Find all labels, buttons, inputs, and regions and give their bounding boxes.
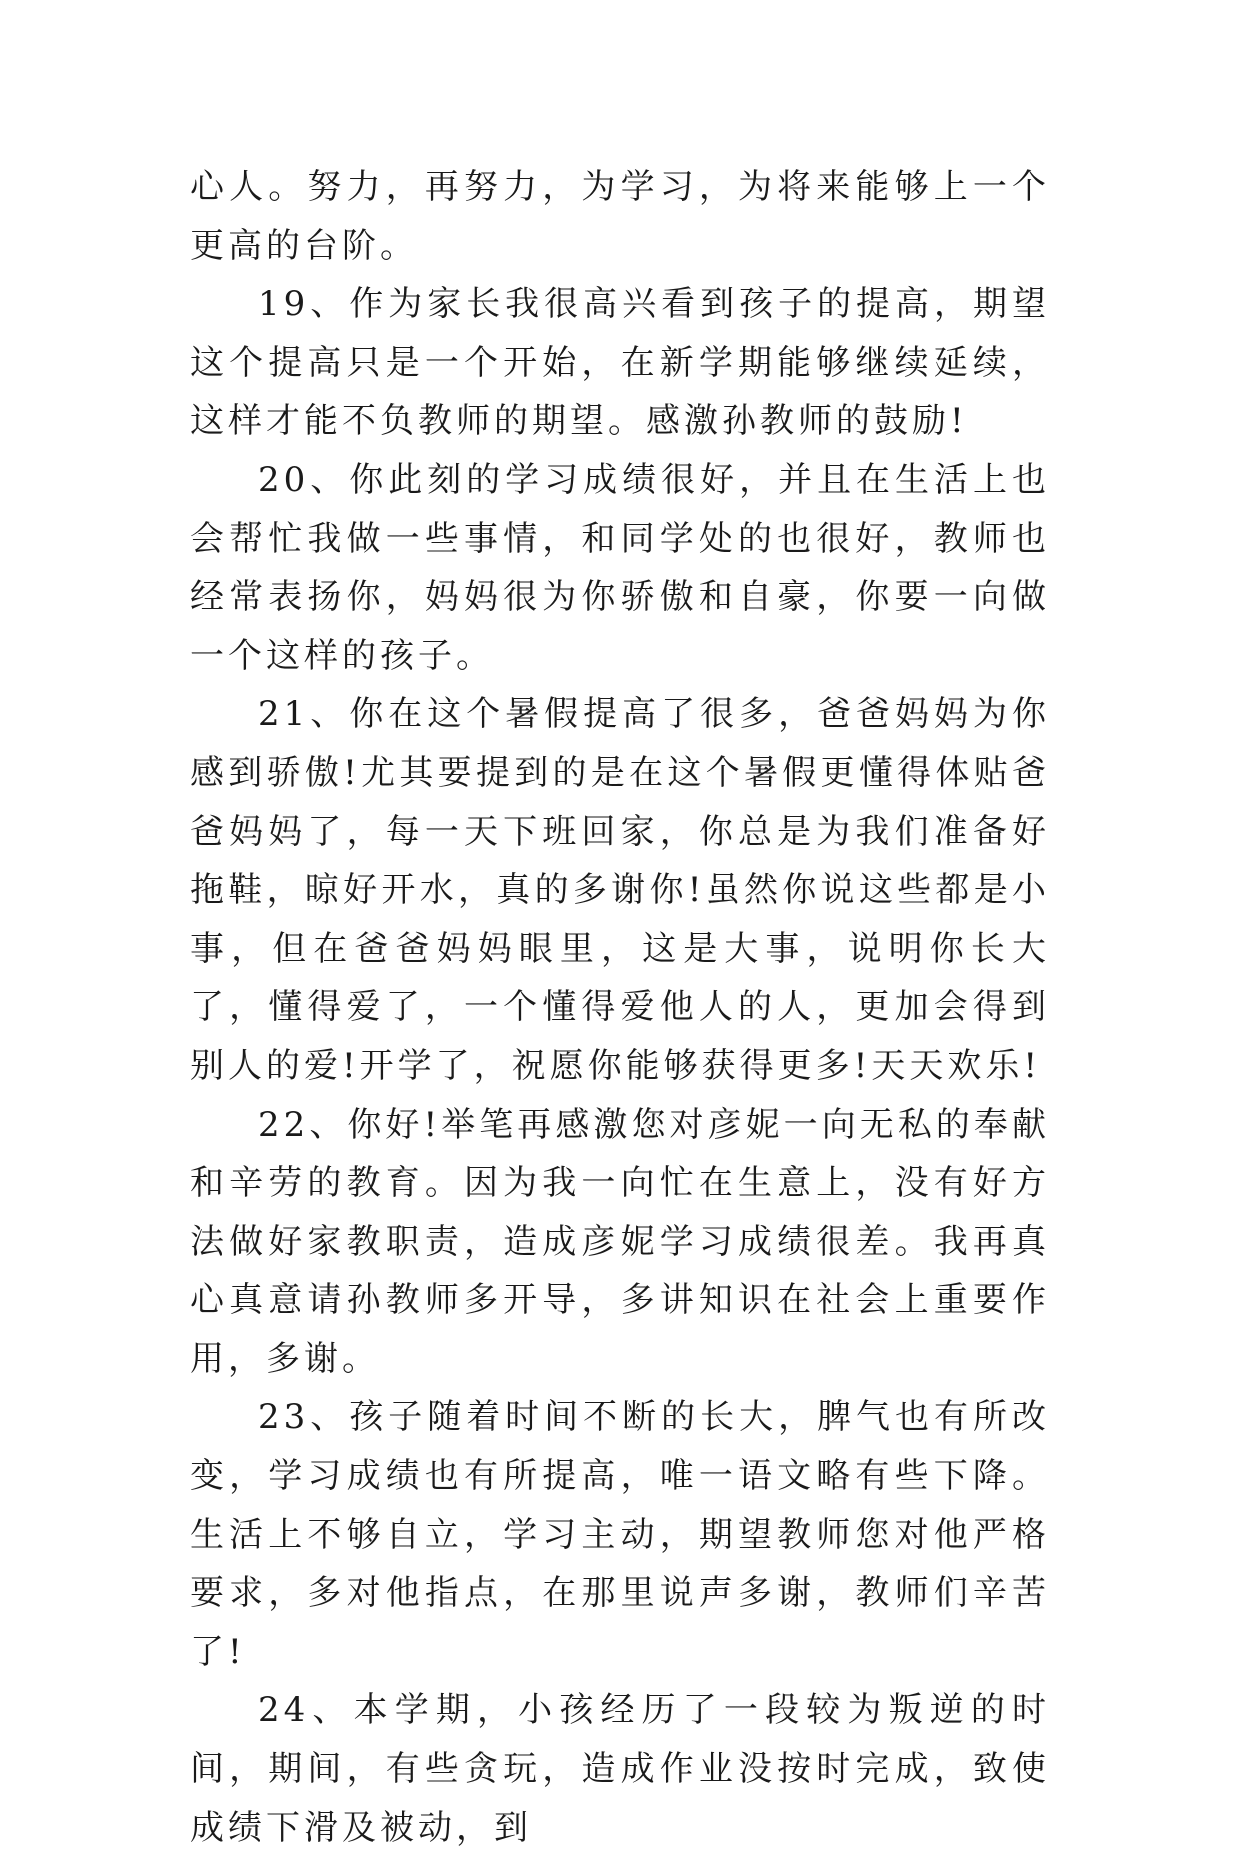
paragraph-19: 19、作为家长我很高兴看到孩子的提高，期望这个提高只是一个开始，在新学期能够继续延续，这样才能不负教师的期望。感激孙教师的鼓励!	[190, 284, 1050, 442]
paragraph-continued: 心人。努力，再努力，为学习，为将来能够上一个更高的台阶。	[190, 167, 1050, 266]
paragraph-21: 21、你在这个暑假提高了很多，爸爸妈妈为你感到骄傲!尤其要提到的是在这个暑假更懂得体贴爸爸妈妈了，每一天下班回家，你总是为我们准备好拖鞋，晾好开水，真的多谢你!虽然你说这些都是小事，但在爸爸妈妈眼里，这是大事，说明你长大了，懂得爱了，一个懂得爱他人的人，更加会得到别人的爱!开学了，祝愿你能够获得更多!天天欢乐!	[190, 694, 1050, 1086]
paragraph-22: 22、你好!举笔再感激您对彦妮一向无私的奉献和辛劳的教育。因为我一向忙在生意上，没有好方法做好家教职责，造成彦妮学习成绩很差。我再真心真意请孙教师多开导，多讲知识在社会上重要作用，多谢。	[190, 1104, 1050, 1379]
paragraph-20: 20、你此刻的学习成绩很好，并且在生活上也会帮忙我做一些事情，和同学处的也很好，教师也经常表扬你，妈妈很为你骄傲和自豪，你要一向做一个这样的孩子。	[190, 459, 1050, 676]
paragraph-23: 23、孩子随着时间不断的长大，脾气也有所改变，学习成绩也有所提高，唯一语文略有些下降。生活上不够自立，学习主动，期望教师您对他严格要求，多对他指点，在那里说声多谢，教师们辛苦了!	[190, 1397, 1050, 1672]
paragraph-24: 24、本学期，小孩经历了一段较为叛逆的时间，期间，有些贪玩，造成作业没按时完成，致使成绩下滑及被动，到	[190, 1690, 1050, 1848]
body-text	[190, 158, 1050, 1857]
